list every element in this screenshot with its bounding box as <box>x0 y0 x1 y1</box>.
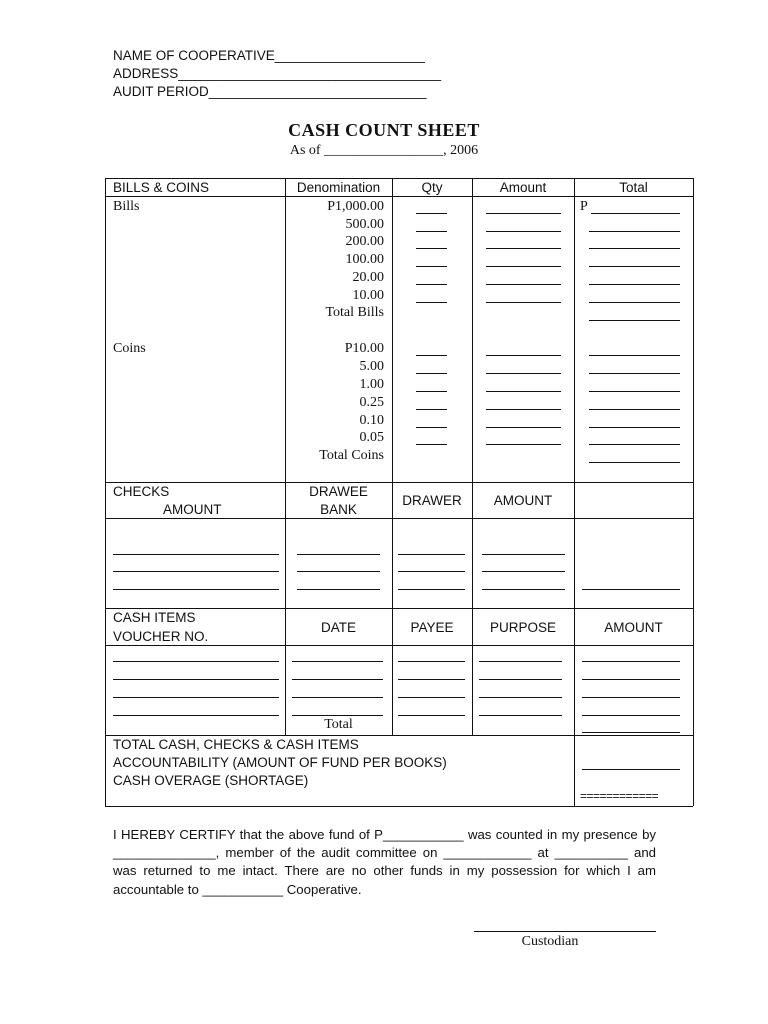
header-bills-coins: BILLS & COINS <box>113 180 210 195</box>
coin-denomination: 0.25 <box>359 395 384 410</box>
page-title: CASH COUNT SHEET <box>288 120 480 140</box>
audit-period-field: AUDIT PERIOD_____________________________ <box>113 84 427 99</box>
voucher-label: VOUCHER NO. <box>113 629 209 644</box>
bill-denomination: 10.00 <box>352 288 384 303</box>
header-qty: Qty <box>421 180 443 195</box>
address-field: ADDRESS___________________________________ <box>113 66 442 81</box>
bill-denomination: 200.00 <box>345 234 384 249</box>
coin-denomination: 0.10 <box>359 413 384 428</box>
bill-denomination: 500.00 <box>345 217 384 232</box>
header-amount: Amount <box>499 180 547 195</box>
summary-total-cash: TOTAL CASH, CHECKS & CASH ITEMS <box>113 737 359 752</box>
certification-text: I HEREBY CERTIFY that the above fund of P___________ was counted in my presence by ______________, member of the audit committee on ____________ at __________ and was returned to me intact. There are no other funds in my possession for which I am accountable to ___________ Cooperative. <box>113 827 656 897</box>
date-label: DATE <box>320 620 356 635</box>
cash-items-label: CASH ITEMS <box>113 610 196 625</box>
total-coins-label: Total Coins <box>319 448 384 463</box>
header-denomination: Denomination <box>296 180 381 195</box>
drawer-label: DRAWER <box>402 493 462 508</box>
custodian-label: Custodian <box>521 934 579 949</box>
summary-overage: CASH OVERAGE (SHORTAGE) <box>113 773 309 788</box>
summary-blank-line <box>582 769 680 770</box>
cash-items-total-label: Total <box>324 717 353 732</box>
checks-amount-label: AMOUNT <box>163 502 222 517</box>
coin-denomination: P10.00 <box>344 341 384 356</box>
coin-denomination: 1.00 <box>359 377 384 392</box>
checks-amount-header: AMOUNT <box>493 493 553 508</box>
signature-line <box>474 931 656 932</box>
payee-label: PAYEE <box>410 620 454 635</box>
checks-label: CHECKS <box>113 484 170 499</box>
drawee-label: DRAWEE <box>309 484 368 499</box>
double-underline: ============ <box>580 789 659 803</box>
bank-label: BANK <box>320 502 357 517</box>
coin-denomination: 5.00 <box>359 359 384 374</box>
summary-accountability: ACCOUNTABILITY (AMOUNT OF FUND PER BOOKS) <box>113 755 447 770</box>
bill-denomination: 20.00 <box>352 270 384 285</box>
as-of-line: As of _________________, 2006 <box>289 143 479 158</box>
bill-denomination: P1,000.00 <box>327 199 384 214</box>
header-total: Total <box>619 180 648 195</box>
purpose-label: PURPOSE <box>489 620 557 635</box>
coins-label: Coins <box>113 341 146 356</box>
bills-label: Bills <box>113 199 140 214</box>
total-prefix: P <box>580 199 588 214</box>
cash-items-amount-label: AMOUNT <box>604 620 663 635</box>
bill-denomination: 100.00 <box>345 252 384 267</box>
coin-denomination: 0.05 <box>359 430 384 445</box>
cooperative-name-field: NAME OF COOPERATIVE____________________ <box>113 48 425 63</box>
total-bills-label: Total Bills <box>325 305 384 320</box>
